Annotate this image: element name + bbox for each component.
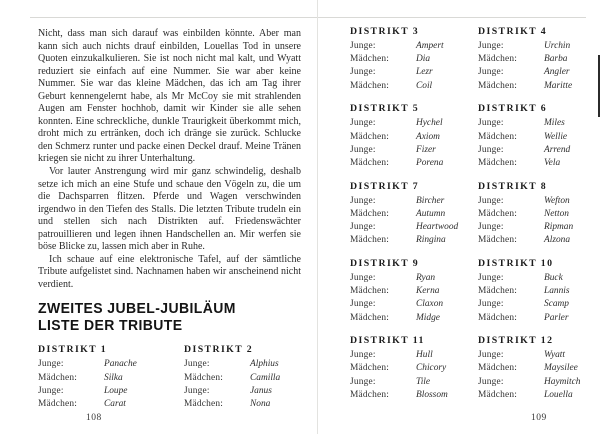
tribute-gender-label: Mädchen: xyxy=(350,131,390,142)
tribute-gender-label: Mädchen: xyxy=(350,80,390,91)
tribute-gender-label: Junge: xyxy=(350,272,376,283)
tribute-row xyxy=(350,285,468,298)
tribute-row xyxy=(478,208,590,221)
tribute-gender-label: Mädchen: xyxy=(478,286,518,297)
tribute-gender-label: Junge: xyxy=(350,41,376,51)
tribute-gender-label: Mädchen: xyxy=(478,208,518,219)
district-block xyxy=(350,181,468,248)
tribute-name: Heartwood xyxy=(416,222,459,233)
tribute-gender-label: Junge: xyxy=(350,118,376,129)
tribute-row xyxy=(184,358,312,371)
tribute-gender-label: Mädchen: xyxy=(350,157,390,168)
body-paragraph: Ich schaue auf eine elektronische Tafel, auf der sämtliche Tribute aufgelistet sind. Nachnamen haben wir anscheinend nicht verdient. xyxy=(38,253,301,290)
district-block xyxy=(478,258,590,325)
tribute-row xyxy=(350,195,468,208)
tribute-row xyxy=(350,298,468,311)
district-title: DISTRIKT 2 xyxy=(184,344,254,356)
tribute-name: Barba xyxy=(544,54,568,65)
section-heading-line2: LISTE DER TRIBUTE xyxy=(38,316,183,334)
district-block xyxy=(184,344,312,411)
tribute-gender-label: Junge: xyxy=(38,359,64,370)
tribute-name: Ripman xyxy=(544,222,574,233)
tribute-row xyxy=(350,221,468,234)
section-heading-line1: ZWEITES JUBEL-JUBILÄUM xyxy=(38,299,236,317)
district-list-left xyxy=(38,344,301,422)
tribute-gender-label: Junge: xyxy=(478,144,504,155)
district-title: DISTRIKT 11 xyxy=(350,335,425,347)
tribute-gender-label: Mädchen: xyxy=(184,372,224,383)
scan-top-hairline xyxy=(30,17,586,18)
tribute-name: Urchin xyxy=(544,41,571,51)
tribute-row xyxy=(350,312,468,325)
tribute-name: Axiom xyxy=(416,131,440,142)
section-heading xyxy=(38,300,301,333)
district-block xyxy=(350,103,468,170)
district-title: DISTRIKT 9 xyxy=(350,257,420,269)
tribute-row xyxy=(350,144,468,157)
tribute-row xyxy=(38,385,172,398)
tribute-row xyxy=(478,66,590,79)
tribute-row xyxy=(478,272,590,285)
tribute-row xyxy=(350,66,468,79)
tribute-name: Haymitch xyxy=(544,376,581,387)
tribute-name: Coil xyxy=(416,80,433,91)
tribute-gender-label: Mädchen: xyxy=(38,372,78,383)
tribute-gender-label: Junge: xyxy=(184,385,210,396)
body-paragraph: Vor lauter Anstrengung wird mir ganz schwindelig, deshalb setze ich mich an eine Stufe und schaue den Vögeln zu, die um die Dachsparren flitzen. Pferde und Wagen verschwinden irgendwo in den Tiefen des Stalls. Die letzten Tribute trudeln ein und stellen sich nach Distrikten auf. Friedenswächter patrouillieren und legen ihnen Handschellen an. Mir werfen sie böse Blicke zu, lassen mich aber in Ruhe. xyxy=(38,166,301,253)
district-block xyxy=(478,181,590,248)
district-title: DISTRIKT 4 xyxy=(478,26,548,37)
tribute-gender-label: Mädchen: xyxy=(478,389,518,400)
tribute-gender-label: Junge: xyxy=(478,41,504,51)
tribute-row xyxy=(478,349,590,362)
tribute-gender-label: Mädchen: xyxy=(478,312,518,323)
district-block xyxy=(350,335,468,402)
tribute-name: Camilla xyxy=(250,372,281,383)
district-block xyxy=(38,344,172,411)
tribute-name: Janus xyxy=(250,385,272,396)
tribute-name: Alphius xyxy=(250,359,279,370)
tribute-name: Ampert xyxy=(416,41,444,51)
tribute-name: Miles xyxy=(544,118,565,129)
tribute-gender-label: Junge: xyxy=(478,272,504,283)
tribute-row xyxy=(478,312,590,325)
tribute-name: Loupe xyxy=(104,385,128,396)
tribute-row xyxy=(350,376,468,389)
tribute-gender-label: Mädchen: xyxy=(478,157,518,168)
tribute-gender-label: Mädchen: xyxy=(478,80,518,91)
tribute-name: Panache xyxy=(104,359,137,370)
tribute-gender-label: Mädchen: xyxy=(38,399,78,410)
tribute-name: Hull xyxy=(416,350,433,361)
tribute-gender-label: Junge: xyxy=(478,195,504,206)
tribute-name: Kerna xyxy=(416,286,440,297)
tribute-name: Blossom xyxy=(416,389,448,400)
right-page xyxy=(350,26,585,413)
tribute-row xyxy=(478,157,590,170)
tribute-name: Scamp xyxy=(544,299,569,310)
tribute-gender-label: Mädchen: xyxy=(184,399,224,410)
tribute-name: Vela xyxy=(544,157,561,168)
tribute-row xyxy=(350,272,468,285)
tribute-row xyxy=(478,40,590,53)
tribute-name: Tile xyxy=(416,376,431,387)
tribute-gender-label: Mädchen: xyxy=(350,286,390,297)
tribute-gender-label: Junge: xyxy=(350,299,376,310)
tribute-name: Midge xyxy=(416,312,440,323)
district-block xyxy=(350,258,468,325)
tribute-row xyxy=(350,131,468,144)
tribute-gender-label: Junge: xyxy=(478,350,504,361)
district-list-right xyxy=(350,26,585,413)
tribute-gender-label: Junge: xyxy=(478,67,504,78)
tribute-gender-label: Mädchen: xyxy=(478,235,518,246)
tribute-name: Alzona xyxy=(544,235,571,246)
tribute-name: Carat xyxy=(104,399,126,410)
district-title: DISTRIKT 5 xyxy=(350,103,420,115)
tribute-name: Maysilee xyxy=(544,363,578,374)
tribute-gender-label: Junge: xyxy=(350,222,376,233)
tribute-name: Chicory xyxy=(416,363,447,374)
tribute-gender-label: Junge: xyxy=(184,359,210,370)
tribute-name: Wefton xyxy=(544,195,570,206)
tribute-gender-label: Mädchen: xyxy=(350,208,390,219)
tribute-gender-label: Junge: xyxy=(350,144,376,155)
tribute-gender-label: Mädchen: xyxy=(350,54,390,65)
tribute-name: Fizer xyxy=(416,144,436,155)
district-title: DISTRIKT 7 xyxy=(350,180,420,192)
tribute-gender-label: Mädchen: xyxy=(478,363,518,374)
tribute-name: Porena xyxy=(416,157,444,168)
tribute-gender-label: Mädchen: xyxy=(350,235,390,246)
tribute-row xyxy=(350,157,468,170)
tribute-gender-label: Mädchen: xyxy=(478,54,518,65)
tribute-row xyxy=(478,362,590,375)
tribute-name: Arrend xyxy=(544,144,571,155)
tribute-row xyxy=(350,208,468,221)
tribute-row xyxy=(478,53,590,66)
tribute-row xyxy=(350,80,468,93)
tribute-row xyxy=(38,372,172,385)
tribute-row xyxy=(478,285,590,298)
tribute-row xyxy=(350,362,468,375)
tribute-name: Hychel xyxy=(416,118,443,129)
tribute-row xyxy=(478,389,590,402)
page-gutter-divider xyxy=(317,0,318,434)
tribute-name: Lannis xyxy=(544,286,570,297)
tribute-row xyxy=(350,40,468,53)
district-title: DISTRIKT 12 xyxy=(478,335,554,347)
tribute-gender-label: Junge: xyxy=(478,222,504,233)
tribute-row xyxy=(184,372,312,385)
tribute-name: Ringina xyxy=(416,235,446,246)
tribute-gender-label: Junge: xyxy=(350,67,376,78)
tribute-gender-label: Junge: xyxy=(478,376,504,387)
district-block xyxy=(478,103,590,170)
tribute-row xyxy=(350,349,468,362)
tribute-gender-label: Mädchen: xyxy=(350,312,390,323)
tribute-name: Silka xyxy=(104,372,123,383)
tribute-row xyxy=(350,53,468,66)
tribute-name: Maritte xyxy=(544,80,573,91)
district-block xyxy=(478,335,590,402)
tribute-row xyxy=(350,117,468,130)
body-paragraph: Nicht, dass man sich darauf was einbilden könnte. Aber man kann sich auch nichts drauf einbilden, Louellas Tod in unsere Quoten einzukalkulieren. Sie ist noch nicht mal kalt, und Wyatt reduziert sie einfach auf eine Nummer. Sie war aber keine Nummer. Sie war das kleine Mädchen, das ich am Tag ihrer Geburt kennengelernt habe, als Mr McCoy sie mit strahlenden Augen am Fenster hochhob, damit wir Kinder sie alle sehen konnten. Eine schreckliche, dunkle Traurigkeit überkommt mich, droht mich zu ertränken, doch ich dränge sie zurück. Schlucke den Schmerz runter und packe einen Deckel drauf. Meine Tränen kriegen sie nicht zu ihrer Unterhaltung. xyxy=(38,28,301,165)
district-title: DISTRIKT 6 xyxy=(478,103,548,115)
tribute-row xyxy=(350,389,468,402)
tribute-name: Louella xyxy=(544,389,573,400)
tribute-row xyxy=(478,195,590,208)
tribute-row xyxy=(38,398,172,411)
tribute-gender-label: Junge: xyxy=(350,350,376,361)
page-number-left: 108 xyxy=(86,413,102,423)
district-title: DISTRIKT 8 xyxy=(478,180,548,192)
tribute-row xyxy=(38,358,172,371)
tribute-name: Angler xyxy=(544,67,570,78)
tribute-gender-label: Junge: xyxy=(350,195,376,206)
tribute-name: Netton xyxy=(544,208,569,219)
tribute-name: Bircher xyxy=(416,195,445,206)
tribute-row xyxy=(478,234,590,247)
tribute-row xyxy=(478,298,590,311)
tribute-row xyxy=(184,398,312,411)
tribute-name: Parler xyxy=(544,312,569,323)
tribute-gender-label: Mädchen: xyxy=(478,131,518,142)
tribute-row xyxy=(478,80,590,93)
tribute-row xyxy=(478,131,590,144)
left-page xyxy=(38,28,301,422)
tribute-gender-label: Junge: xyxy=(350,376,376,387)
tribute-row xyxy=(478,376,590,389)
tribute-gender-label: Junge: xyxy=(478,118,504,129)
tribute-name: Ryan xyxy=(416,272,436,283)
tribute-gender-label: Junge: xyxy=(38,385,64,396)
tribute-gender-label: Mädchen: xyxy=(350,363,390,374)
tribute-name: Wellie xyxy=(544,131,568,142)
tribute-gender-label: Mädchen: xyxy=(350,389,390,400)
tribute-name: Buck xyxy=(544,272,563,283)
tribute-name: Claxon xyxy=(416,299,444,310)
tribute-name: Lezr xyxy=(416,67,433,78)
tribute-name: Wyatt xyxy=(544,350,566,361)
page-number-right: 109 xyxy=(531,413,547,423)
tribute-row xyxy=(350,234,468,247)
tribute-row xyxy=(184,385,312,398)
district-block xyxy=(350,26,468,93)
tribute-row xyxy=(478,144,590,157)
tribute-name: Autumn xyxy=(416,208,446,219)
tribute-name: Dia xyxy=(416,54,431,65)
tribute-name: Nona xyxy=(250,399,271,410)
district-block xyxy=(478,26,590,93)
tribute-row xyxy=(478,221,590,234)
district-title: DISTRIKT 10 xyxy=(478,257,554,269)
tribute-row xyxy=(478,117,590,130)
tribute-gender-label: Junge: xyxy=(478,299,504,310)
district-title: DISTRIKT 1 xyxy=(38,344,108,356)
district-title: DISTRIKT 3 xyxy=(350,26,420,37)
